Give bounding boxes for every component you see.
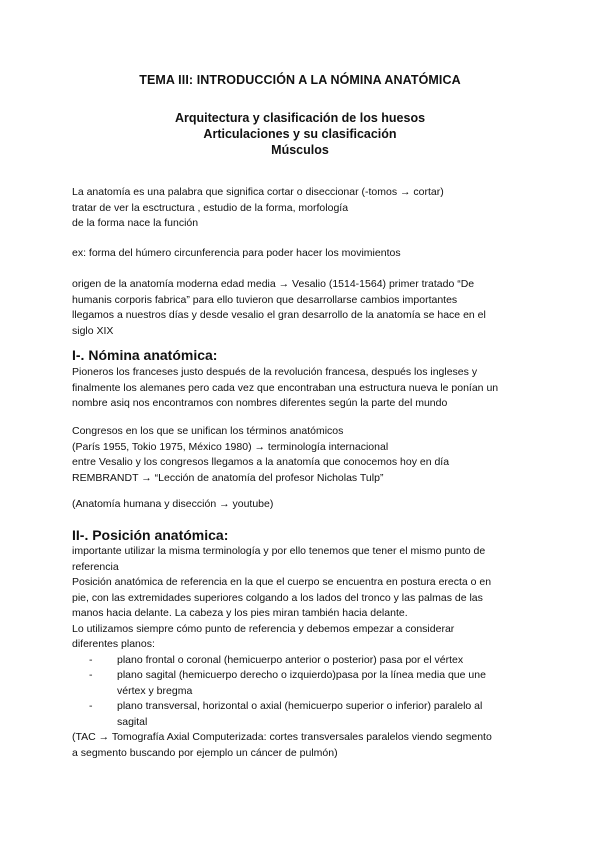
text-line: siglo XIX (72, 324, 114, 337)
section1-paragraph (72, 365, 532, 412)
text-line: Congresos en los que se unifican los términos anatómicos (72, 425, 344, 437)
text-line: plano transversal, horizontal o axial (hemicuerpo superior o inferior) paralelo al (117, 700, 483, 712)
text-line: (París 1955, Tokio 1975, México 1980) → terminología internacional (72, 440, 389, 453)
list-item (72, 699, 532, 730)
text-line: de la forma nace la función (72, 217, 199, 229)
text-line: referencia (72, 560, 119, 573)
text-line: Lo utilizamos siempre cómo punto de referencia y debemos empezar a considerar (72, 622, 455, 635)
text-line: ex: forma del húmero circunferencia para poder hacer los movimientos (72, 247, 401, 259)
text-line: vértex y bregma (117, 684, 193, 697)
text-line: plano sagital (hemicuerpo derecho o izquierdo)pasa por la línea media que une (117, 669, 486, 681)
text-line: finalmente los alemanes pero cada vez que encontraban una estructura nueva le ponían un (72, 381, 499, 394)
text-line: entre Vesalio y los congresos llegamos a la anatomía que conocemos hoy en día (72, 456, 450, 468)
origin-paragraph (72, 277, 532, 339)
text-line: manos hacia delante. La cabeza y los pies miran también hacia delante. (72, 607, 408, 619)
page-title: TEMA III: INTRODUCCIÓN A LA NÓMINA ANATÓMICA (139, 73, 461, 87)
section2-closing (72, 730, 532, 761)
section1-paragraph (72, 497, 532, 513)
text-line: nombre asiq nos encontramos con nombres diferentes según la parte del mundo (72, 397, 448, 409)
text-line: REMBRANDT → “Lección de anatomía del profesor Nicholas Tulp” (72, 471, 384, 484)
bullet-dash: - (89, 653, 93, 666)
text-line: Posición anatómica de referencia en la que el cuerpo se encuentra en postura erecta o en (72, 576, 492, 588)
text-line: a segmento buscando por ejemplo un cáncer de pulmón) (72, 746, 338, 759)
text-line: tratar de ver la esctructura , estudio de la forma, morfología (72, 201, 349, 214)
section-heading: II-. Posición anatómica: (72, 527, 229, 543)
text-line: plano frontal o coronal (hemicuerpo anterior o posterior) pasa por el vértex (117, 653, 464, 666)
plane-list (72, 653, 532, 731)
subtitle: Músculos (271, 143, 329, 157)
section-heading: I-. Nómina anatómica: (72, 347, 218, 363)
bullet-dash: - (89, 700, 93, 712)
text-line: importante utilizar la misma terminología y por ello tenemos que tener el mismo punto de (72, 545, 486, 557)
section1-paragraph (72, 424, 532, 486)
text-line: La anatomía es una palabra que significa cortar o diseccionar (-tomos → cortar) (72, 186, 444, 198)
text-line: diferentes planos: (72, 638, 155, 650)
text-line: humanis corporis fabrica” para ello tuvieron que desarrollarse cambios importantes (72, 293, 458, 306)
bullet-dash: - (89, 669, 93, 681)
text-line: Pioneros los franceses justo después de la revolución francesa, después los ingleses y (72, 366, 478, 378)
text-line: llegamos a nuestros días y desde vesalio el gran desarrollo de la anatomía se hace en el (72, 309, 486, 321)
example-paragraph (72, 246, 532, 262)
text-line: pie, con las extremidades superiores colgando a los lados del tronco y las palmas de las (72, 591, 483, 604)
text-line: origen de la anatomía moderna edad media → Vesalio (1514-1564) primer tratado “De (72, 278, 475, 290)
intro-paragraph (72, 185, 532, 232)
section2-paragraph (72, 544, 532, 653)
list-item (72, 653, 532, 669)
text-line: (TAC → Tomografía Axial Computerizada: cortes transversales paralelos viendo segmento (72, 731, 492, 743)
subtitle-block (0, 110, 600, 158)
subtitle: Articulaciones y su clasificación (203, 127, 397, 141)
subtitle: Arquitectura y clasificación de los huesos (174, 111, 426, 125)
text-line: sagital (117, 715, 148, 728)
list-item (72, 668, 532, 699)
text-line: (Anatomía humana y disección → youtube) (72, 498, 274, 510)
